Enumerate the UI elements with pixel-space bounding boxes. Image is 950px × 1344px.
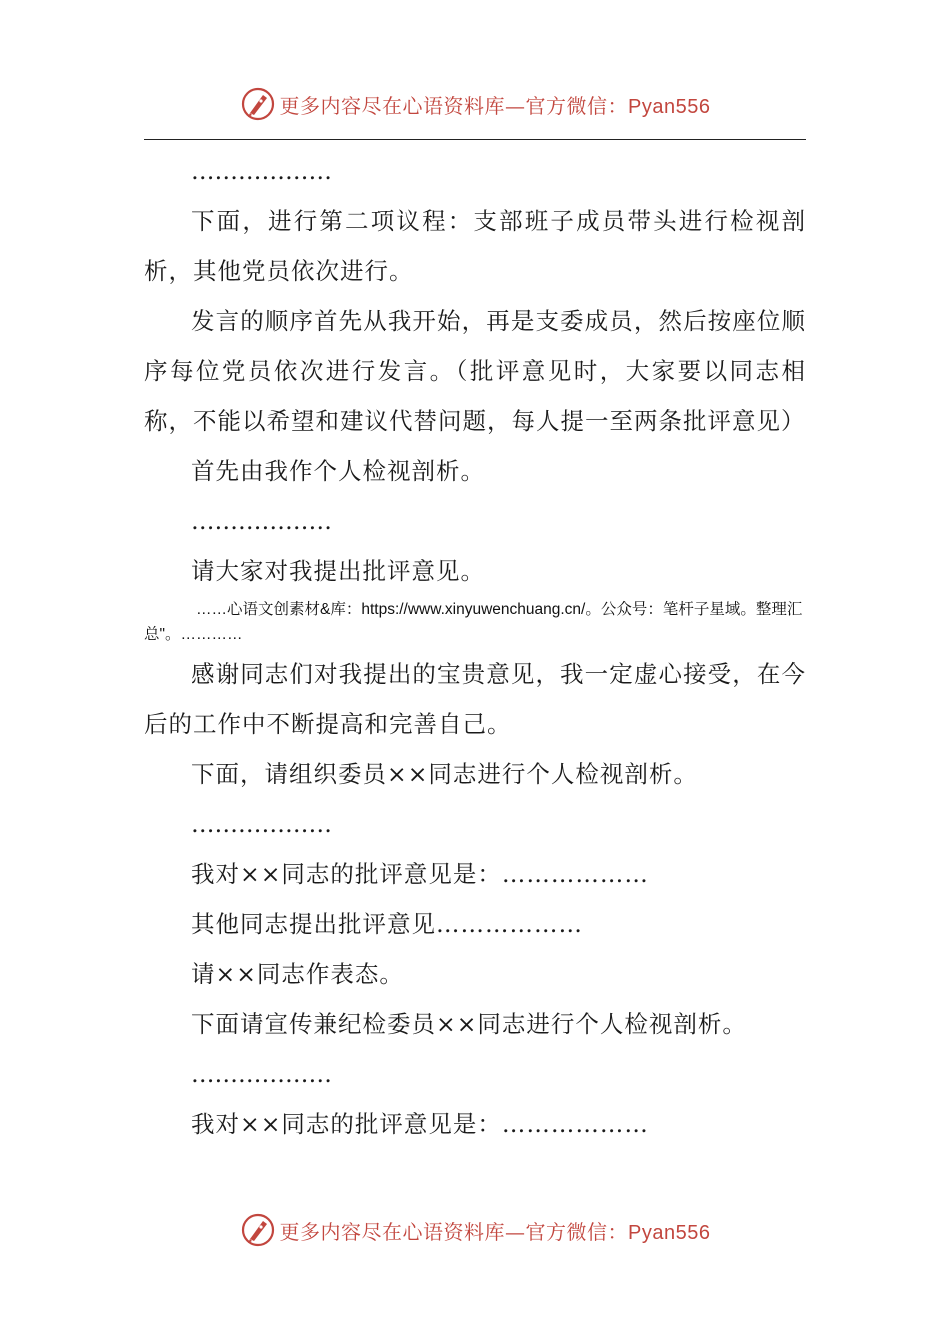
paragraph: 下面请宣传兼纪检委员××同志进行个人检视剖析。 — [191, 1010, 747, 1038]
footer-banner-text: 更多内容尽在心语资料库—官方微信：Pyan556 — [279, 1219, 711, 1244]
paragraph-ellipsis: ……………… — [191, 507, 332, 535]
header-banner-text: 更多内容尽在心语资料库—官方微信：Pyan556 — [279, 93, 711, 118]
footer-wechat-id: Pyan556 — [628, 1221, 711, 1244]
paragraph: 下面，进行第二项议程：支部班子成员带头进行检视剖析，其他党员依次进行。 — [144, 207, 806, 285]
paragraph-ellipsis: ……………… — [191, 810, 332, 838]
pen-nib-logo-icon — [240, 1212, 276, 1248]
pen-nib-logo-icon — [240, 86, 276, 122]
paragraph: 我对××同志的批评意见是：……………… — [191, 1110, 649, 1138]
paragraph-ellipsis: ……………… — [191, 1060, 332, 1088]
paragraph: 下面，请组织委员××同志进行个人检视剖析。 — [191, 760, 698, 788]
document-body — [144, 146, 806, 1149]
paragraph-ellipsis: ……………… — [191, 157, 332, 185]
paragraph: 请××同志作表态。 — [191, 960, 404, 988]
header-rule — [144, 139, 806, 140]
source-note: ……心语文创素材&库：https://www.xinyuwenchuang.cn/。公众号：笔杆子星域。整理汇总"。………… — [144, 601, 803, 643]
header-banner — [0, 82, 950, 126]
paragraph: 请大家对我提出批评意见。 — [191, 557, 485, 585]
paragraph: 其他同志提出批评意见……………… — [191, 910, 583, 938]
paragraph: 发言的顺序首先从我开始，再是支委成员，然后按座位顺序每位党员依次进行发言。（批评意见时，大家要以同志相称，不能以希望和建议代替问题，每人提一至两条批评意见） — [144, 307, 806, 435]
paragraph: 首先由我作个人检视剖析。 — [191, 457, 485, 485]
header-wechat-id: Pyan556 — [628, 95, 711, 118]
paragraph: 感谢同志们对我提出的宝贵意见，我一定虚心接受，在今后的工作中不断提高和完善自己。 — [144, 660, 806, 738]
paragraph: 我对××同志的批评意见是：……………… — [191, 860, 649, 888]
footer-banner — [0, 1208, 950, 1252]
